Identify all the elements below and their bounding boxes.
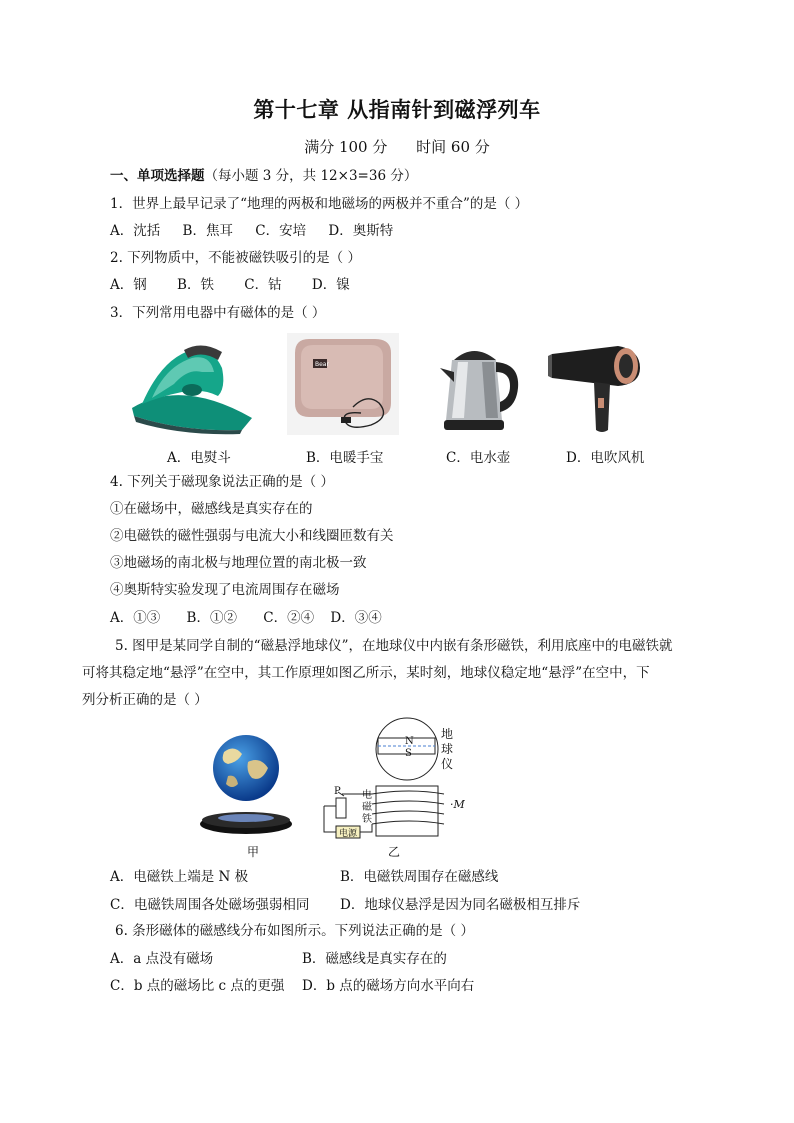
electromagnet-label-char: 磁 xyxy=(362,802,372,813)
electromagnet-label-char: 电 xyxy=(362,790,372,801)
question-1-options xyxy=(110,222,411,240)
question-1-stem: 1．世界上最早记录了“地理的两极和地磁场的两极并不重合”的是（ ） xyxy=(110,196,529,212)
score-time-line xyxy=(0,136,794,157)
statement: ③地磁场的南北极与地理位置的南北极一致 xyxy=(110,555,367,571)
figure-label-yi: 乙 xyxy=(388,845,401,859)
option[interactable]: D．奥斯特 xyxy=(328,223,394,239)
option[interactable]: D．b 点的磁场方向水平向右 xyxy=(302,978,475,994)
question-4-options xyxy=(110,609,400,627)
option[interactable]: A．a 点没有磁场 xyxy=(110,951,214,967)
option[interactable]: C．钴 xyxy=(244,277,282,293)
option[interactable]: B．电暖手宝 xyxy=(306,450,384,466)
option[interactable]: A．①③ xyxy=(110,610,161,626)
option[interactable]: A．钢 xyxy=(110,277,147,293)
magnet-north-label: N xyxy=(405,736,414,747)
option[interactable]: C．电水壶 xyxy=(446,450,511,466)
section-heading xyxy=(110,167,417,185)
power-source-label: 电源 xyxy=(339,829,358,839)
question-2-options xyxy=(110,276,368,294)
point-m-label: ·M xyxy=(450,798,465,811)
globe-label-char: 仪 xyxy=(441,757,454,771)
option[interactable]: C．电磁铁周围各处磁场强弱相同 xyxy=(110,897,310,913)
option[interactable]: C．b 点的磁场比 c 点的更强 xyxy=(110,978,285,994)
slider-p-label: P xyxy=(334,786,341,797)
question-5-stem-line: 可将其稳定地“悬浮”在空中，其工作原理如图乙所示，某时刻，地球仪稳定地“悬浮”在空中，下 xyxy=(82,665,650,681)
electric-kettle-image xyxy=(438,338,522,434)
question-6-options-row-2 xyxy=(110,977,532,995)
magnet-south-label: S xyxy=(405,748,412,759)
statement: ②电磁铁的磁性强弱与电流大小和线圈匝数有关 xyxy=(110,528,394,544)
option[interactable]: A．沈括 xyxy=(110,223,161,239)
option[interactable]: D．地球仪悬浮是因为同名磁极相互排斥 xyxy=(340,897,581,913)
question-5-stem-line: 列分析正确的是（ ） xyxy=(82,692,208,708)
question-5-stem-line: 5. 图甲是某同学自制的“磁悬浮地球仪”，在地球仪中内嵌有条形磁铁，利用底座中的电磁铁就 xyxy=(115,638,673,654)
globe-label-char: 球 xyxy=(441,742,454,756)
question-6-options-row-1 xyxy=(110,950,532,968)
option[interactable]: C．安培 xyxy=(255,223,307,239)
option[interactable]: B．电磁铁周围存在磁感线 xyxy=(340,869,499,885)
option[interactable]: B．铁 xyxy=(177,277,214,293)
option[interactable]: B．①② xyxy=(186,610,237,626)
section-note: （每小题 3 分，共 12×3=36 分） xyxy=(204,168,418,184)
option[interactable]: D．镍 xyxy=(311,277,350,293)
option[interactable]: A．电熨斗 xyxy=(167,450,231,466)
electric-iron-image xyxy=(122,338,262,438)
full-score: 满分 100 分 xyxy=(304,138,388,156)
question-5-options-row-1 xyxy=(110,868,570,886)
hand-warmer-image xyxy=(287,333,399,435)
exam-time: 时间 60 分 xyxy=(416,138,490,156)
globe-label xyxy=(441,727,453,772)
globe-label-char: 地 xyxy=(441,727,454,741)
option[interactable]: D．电吹风机 xyxy=(566,450,645,466)
statement: ①在磁场中，磁感线是真实存在的 xyxy=(110,501,313,517)
option[interactable]: B．焦耳 xyxy=(182,223,233,239)
hair-dryer-image xyxy=(548,340,642,436)
page-title: 第十七章 从指南针到磁浮列车 xyxy=(253,98,541,122)
question-4-stem: 4. 下列关于磁现象说法正确的是（ ） xyxy=(110,474,334,490)
warmer-brand-tag: Bear xyxy=(315,361,329,368)
option[interactable]: B．磁感线是真实存在的 xyxy=(302,951,447,967)
electromagnet-label xyxy=(362,790,372,826)
figure-label-jia: 甲 xyxy=(247,845,260,859)
option[interactable]: A．电磁铁上端是 N 极 xyxy=(110,869,249,885)
question-5-options-row-2 xyxy=(110,896,581,914)
option[interactable]: D．③④ xyxy=(330,610,382,626)
floating-globe-image xyxy=(198,732,298,838)
question-3-stem: 3．下列常用电器中有磁体的是（ ） xyxy=(110,305,326,321)
question-6-stem: 6. 条形磁体的磁感线分布如图所示。下列说法正确的是（ ） xyxy=(115,923,474,939)
question-2-stem: 2. 下列物质中，不能被磁铁吸引的是（ ） xyxy=(110,250,361,266)
statement: ④奥斯特实验发现了电流周围存在磁场 xyxy=(110,582,340,598)
electromagnet-label-char: 铁 xyxy=(362,814,372,825)
section-title: 一、单项选择题 xyxy=(110,168,205,184)
option[interactable]: C．②④ xyxy=(263,610,315,626)
